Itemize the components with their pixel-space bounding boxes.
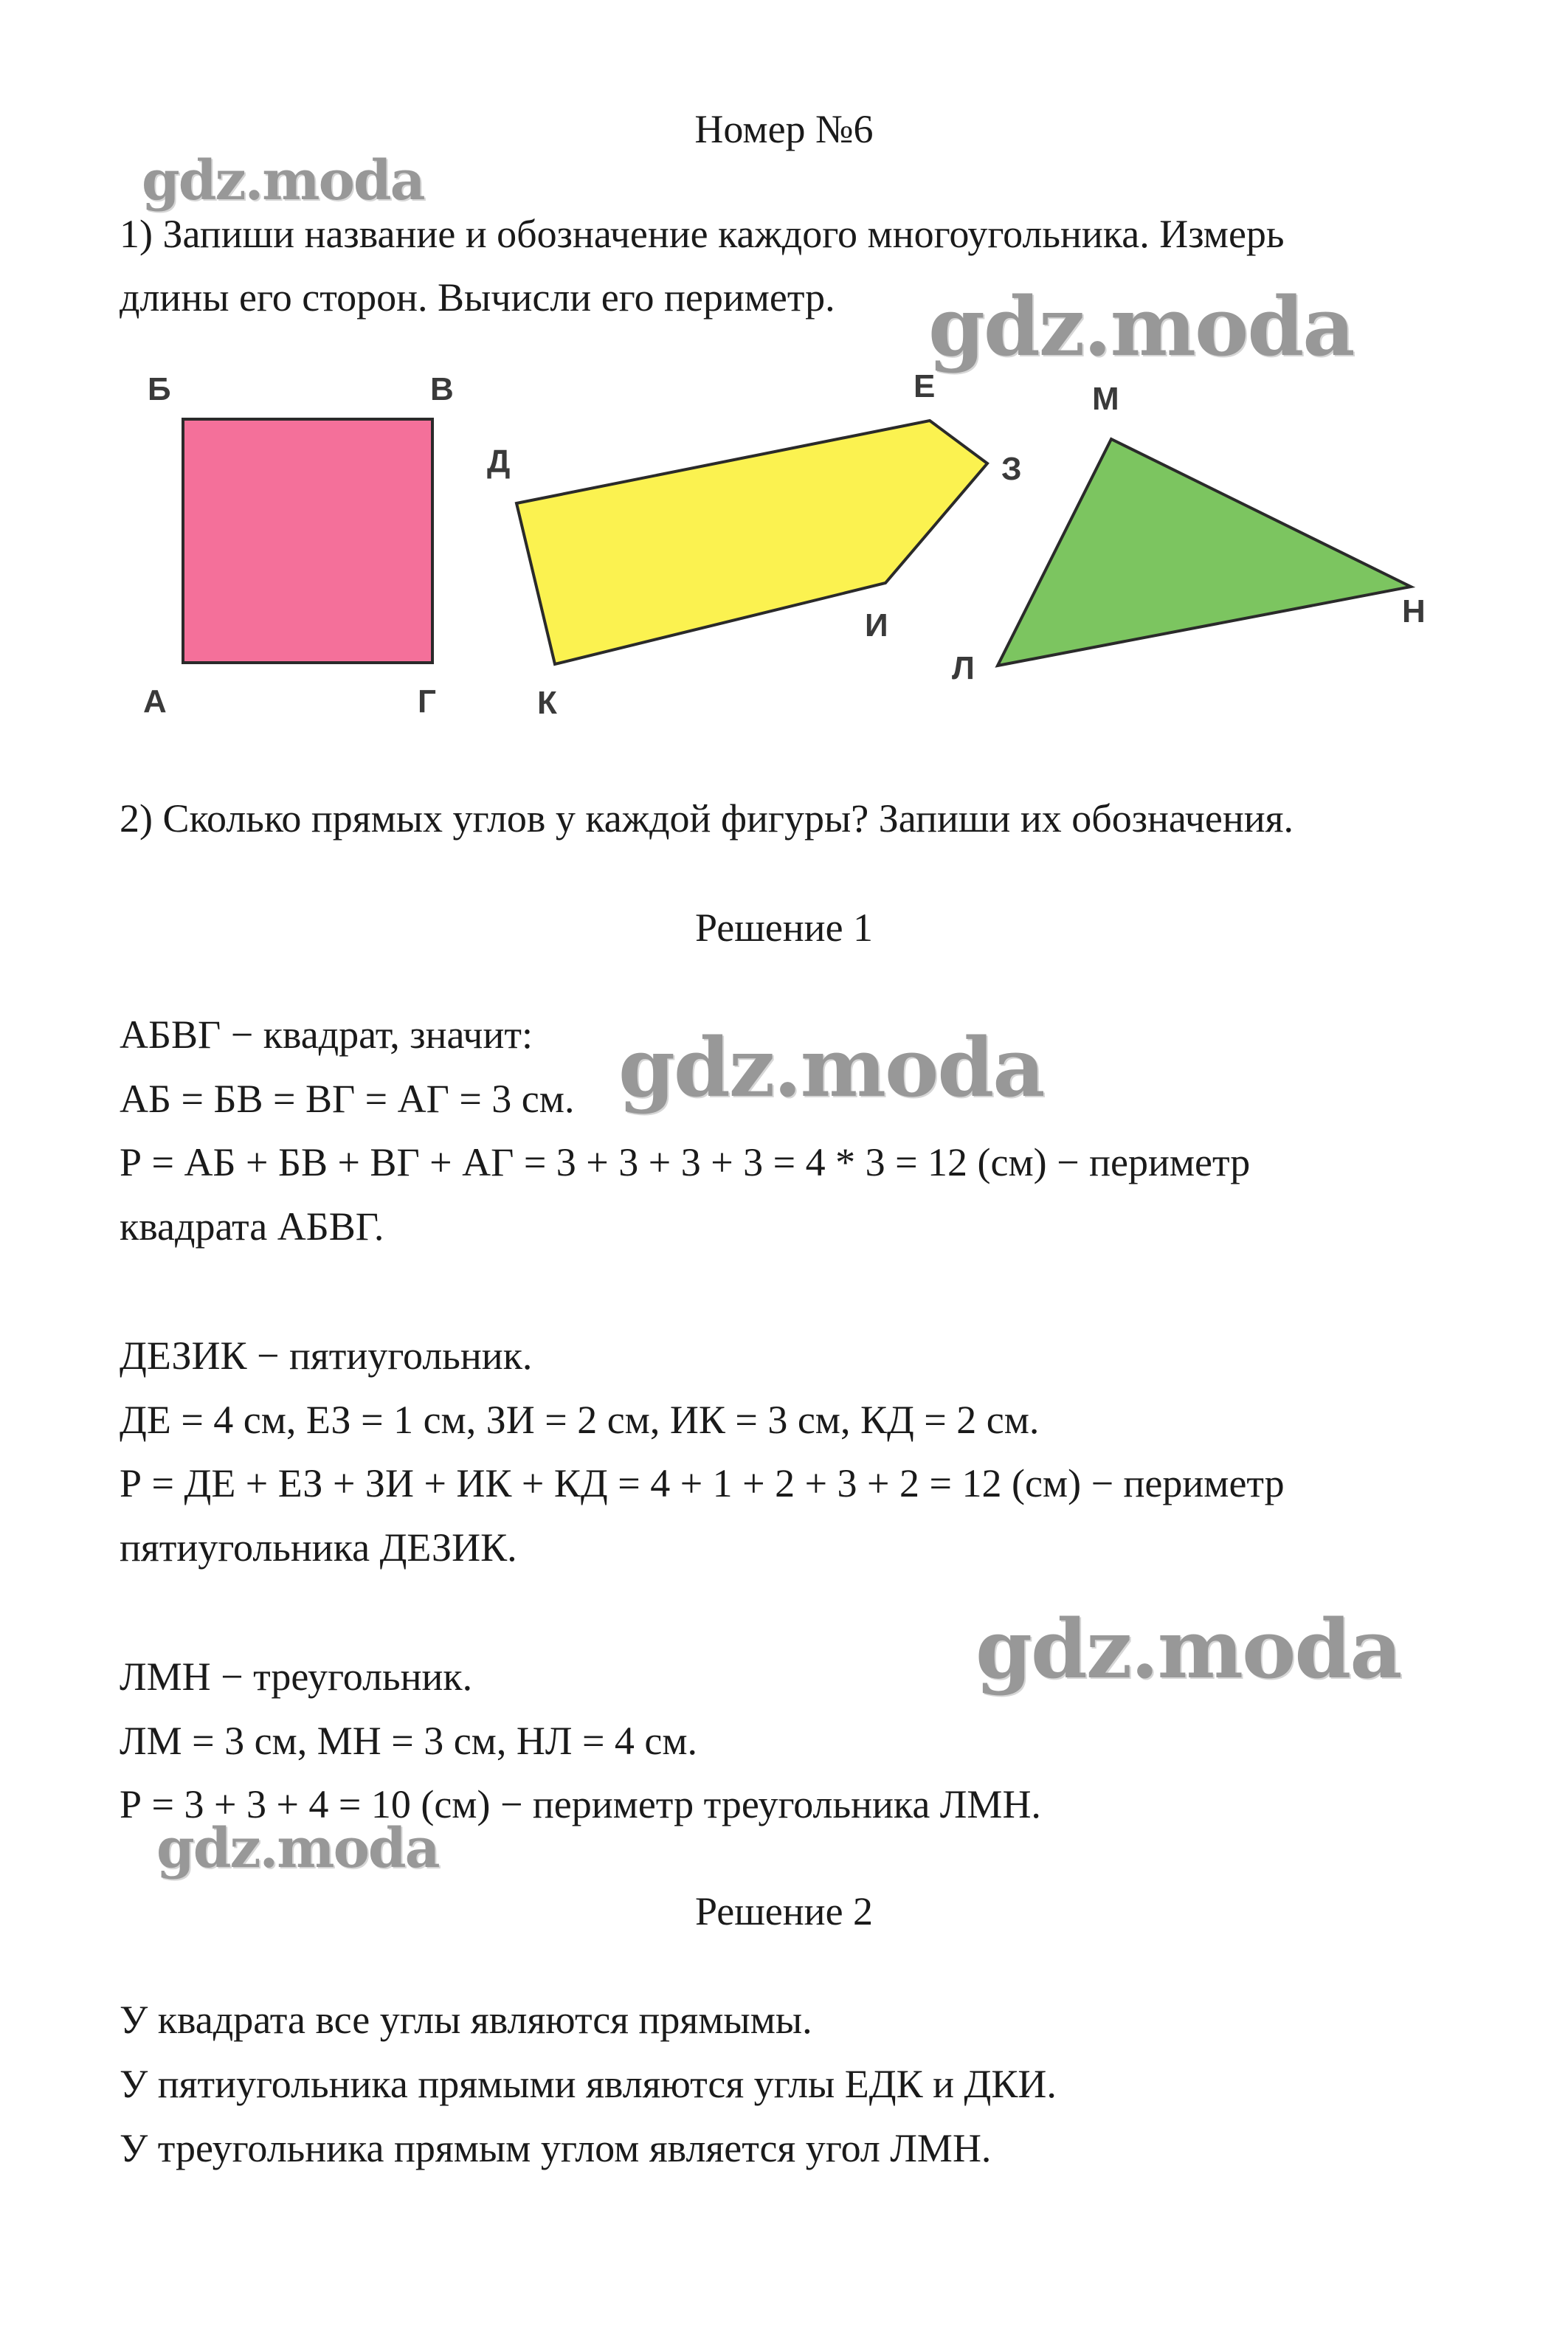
solution1-line: ДЕЗИК − пятиугольник. — [120, 1333, 533, 1378]
solution2-line: У пятиугольника прямыми являются углы ЕДК и ДКИ. — [120, 2062, 1057, 2106]
solution1-line: Р = ДЕ + ЕЗ + ЗИ + ИК + КД = 4 + 1 + 2 + 3 + 2 = 12 (см) − периметр — [120, 1461, 1285, 1505]
solution2-line: У квадрата все углы являются прямымы. — [120, 1998, 812, 2042]
task-part1-line2: длины его сторон. Вычисли его периметр. — [120, 275, 835, 320]
label-D: Д — [487, 444, 511, 480]
watermark: gdz.moda — [618, 1020, 1044, 1115]
page-title: Номер №6 — [694, 107, 874, 151]
label-G: Г — [418, 683, 436, 720]
watermark: gdz.moda — [928, 279, 1354, 374]
label-Z: З — [1001, 451, 1022, 487]
task-part1-line1: 1) Запиши название и обозначение каждого многоугольника. Измерь — [120, 212, 1285, 256]
solution1-line: ЛМН − треугольник. — [120, 1654, 473, 1699]
solution1-line: квадрата АБВГ. — [120, 1204, 384, 1249]
solution1-heading: Решение 1 — [694, 905, 874, 950]
label-V: В — [430, 371, 454, 407]
solution2-heading: Решение 2 — [694, 1889, 874, 1933]
label-L: Л — [952, 650, 975, 686]
watermark: gdz.moda — [975, 1601, 1401, 1697]
label-N: Н — [1402, 593, 1426, 629]
solution1-line: ДЕ = 4 см, ЕЗ = 1 см, ЗИ = 2 см, ИК = 3 см, КД = 2 см. — [120, 1398, 1040, 1442]
solution1-line: Р = 3 + 3 + 4 = 10 (см) − периметр треугольника ЛМН. — [120, 1782, 1041, 1826]
label-B: Б — [148, 371, 171, 407]
square-shape — [183, 419, 432, 663]
solution1-line: пятиугольника ДЕЗИК. — [120, 1525, 517, 1570]
task-part2: 2) Сколько прямых углов у каждой фигуры? Запиши их обозначения. — [120, 796, 1294, 841]
solution1-line: АБ = БВ = ВГ = АГ = 3 см. — [120, 1077, 575, 1121]
label-I: И — [865, 607, 888, 643]
pentagon-shape — [517, 421, 987, 664]
label-A: А — [143, 683, 167, 720]
polygons-figure — [0, 339, 1568, 753]
watermark: gdz.moda — [142, 149, 424, 213]
solution1-line: ЛМ = 3 см, МН = 3 см, НЛ = 4 см. — [120, 1719, 698, 1763]
solution2-line: У треугольника прямым углом является угол ЛМН. — [120, 2126, 992, 2170]
solution1-line: Р = АБ + БВ + ВГ + АГ = 3 + 3 + 3 + 3 = 4 * 3 = 12 (см) − периметр — [120, 1140, 1251, 1184]
label-K: К — [537, 685, 557, 721]
label-E: Е — [913, 368, 936, 404]
label-M: М — [1092, 381, 1119, 417]
solution1-line: АБВГ − квадрат, значит: — [120, 1012, 533, 1057]
triangle-shape — [998, 439, 1411, 666]
watermark: gdz.moda — [156, 1817, 439, 1880]
